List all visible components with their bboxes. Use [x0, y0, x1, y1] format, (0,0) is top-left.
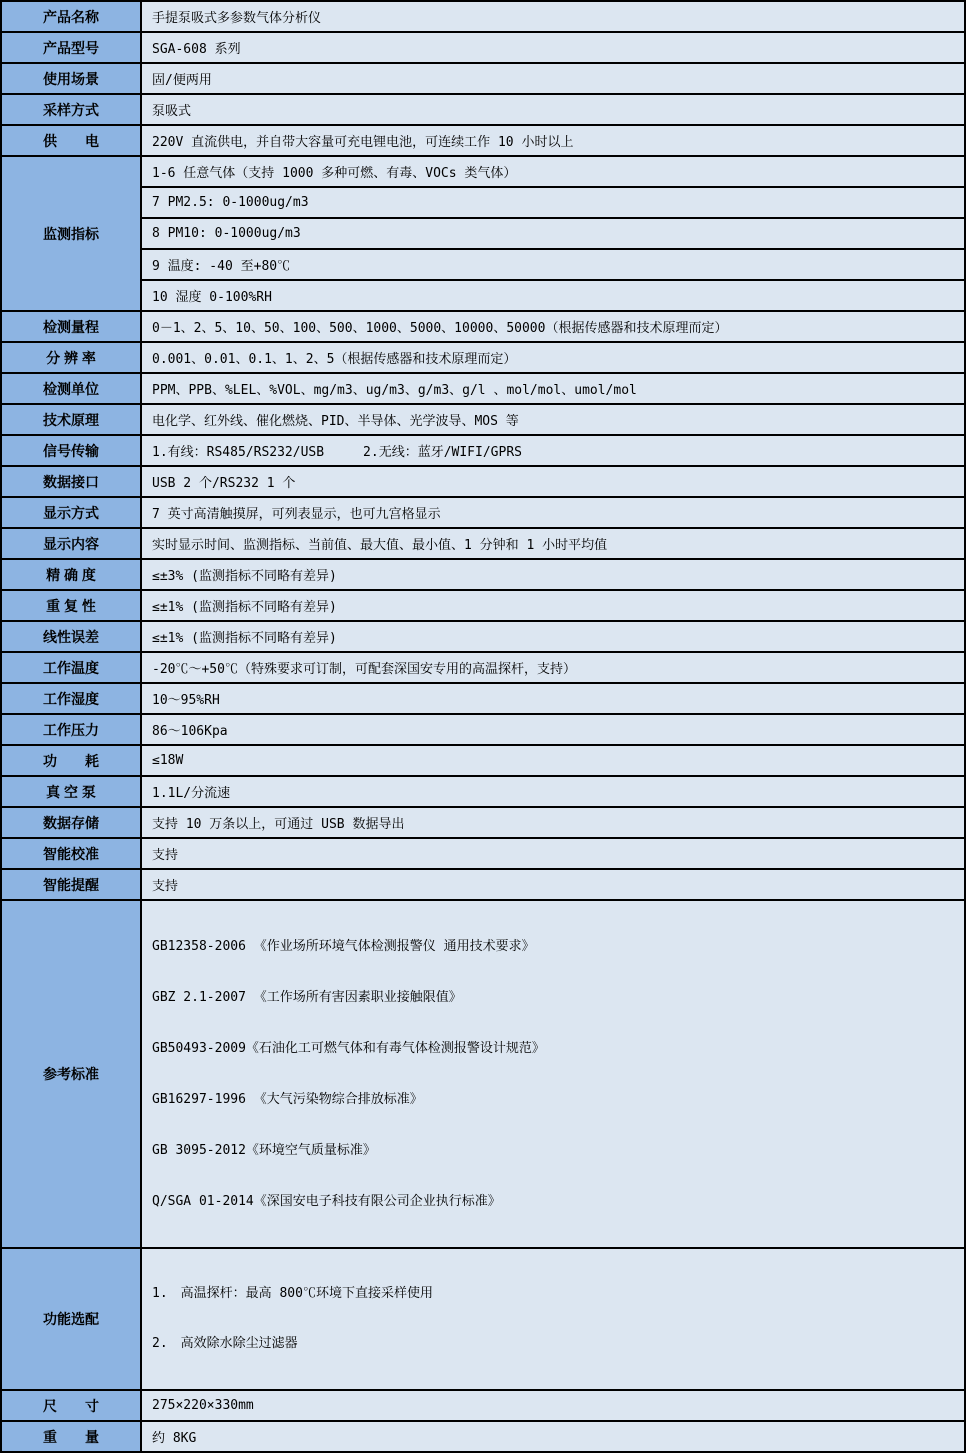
- row-label-resolution: 分 辨 率: [1, 342, 141, 373]
- table-row: [1, 652, 965, 683]
- row-value-product-model: SGA-608 系列: [141, 32, 965, 63]
- table-row: [1, 32, 965, 63]
- row-value-optional-features: [141, 1248, 965, 1390]
- row-value-vacuum-pump: 1.1L/分流速: [141, 776, 965, 807]
- row-value-smart-calibration: 支持: [141, 838, 965, 869]
- row-label-vacuum-pump: 真 空 泵: [1, 776, 141, 807]
- table-row: [1, 683, 965, 714]
- row-value-display-content: 实时显示时间、监测指标、当前值、最大值、最小值、1 分钟和 1 小时平均值: [141, 528, 965, 559]
- row-value-power-supply: 220V 直流供电，并自带大容量可充电锂电池，可连续工作 10 小时以上: [141, 125, 965, 156]
- table-row: [1, 528, 965, 559]
- table-row: [1, 559, 965, 590]
- row-value-reference-standards: [141, 900, 965, 1248]
- standard-line: GBZ 2.1-2007 《工作场所有害因素职业接触限值》: [152, 990, 462, 1005]
- row-label-technical-principle: 技术原理: [1, 404, 141, 435]
- row-label-smart-calibration: 智能校准: [1, 838, 141, 869]
- row-value-resolution: 0.001、0.01、0.1、1、2、5（根据传感器和技术原理而定）: [141, 342, 965, 373]
- table-row: [1, 776, 965, 807]
- table-row: [1, 404, 965, 435]
- row-label-power-consumption: 功 耗: [1, 745, 141, 776]
- table-row: [1, 63, 965, 94]
- monitor-item-pm25: 7 PM2.5: 0-1000ug/m3: [141, 187, 965, 218]
- table-row: [1, 745, 965, 776]
- table-row: [1, 869, 965, 900]
- row-label-working-pressure: 工作压力: [1, 714, 141, 745]
- row-value-sampling-method: 泵吸式: [141, 94, 965, 125]
- row-value-working-temperature: -20℃～+50℃（特殊要求可订制，可配套深国安专用的高温探杆，支持）: [141, 652, 965, 683]
- row-value-repeatability: ≤±1% (监测指标不同略有差异): [141, 590, 965, 621]
- table-row: [1, 1390, 965, 1421]
- row-value-technical-principle: 电化学、红外线、催化燃烧、PID、半导体、光学波导、MOS 等: [141, 404, 965, 435]
- table-row: [1, 187, 965, 218]
- monitor-item-humidity: 10 湿度 0-100%RH: [141, 280, 965, 311]
- row-label-working-humidity: 工作湿度: [1, 683, 141, 714]
- table-row: [1, 1421, 965, 1452]
- row-value-display-mode: 7 英寸高清触摸屏，可列表显示，也可九宫格显示: [141, 497, 965, 528]
- spec-table-body: [1, 1, 965, 1452]
- standard-line: Q/SGA 01-2014《深国安电子科技有限公司企业执行标准》: [152, 1194, 501, 1209]
- monitor-item-temperature: 9 温度: -40 至+80℃: [141, 249, 965, 280]
- standard-line: GB12358-2006 《作业场所环境气体检测报警仪 通用技术要求》: [152, 939, 535, 954]
- table-row: [1, 1, 965, 32]
- monitor-item-pm10: 8 PM10: 0-1000ug/m3: [141, 218, 965, 249]
- row-label-usage-scenario: 使用场景: [1, 63, 141, 94]
- row-label-working-temperature: 工作温度: [1, 652, 141, 683]
- table-row: [1, 280, 965, 311]
- table-row: [1, 1248, 965, 1390]
- table-row: [1, 156, 965, 187]
- row-label-display-mode: 显示方式: [1, 497, 141, 528]
- option-line: 2. 高效除水除尘过滤器: [152, 1336, 298, 1351]
- table-row: [1, 435, 965, 466]
- table-row: [1, 125, 965, 156]
- standard-line: GB16297-1996 《大气污染物综合排放标准》: [152, 1092, 423, 1107]
- row-value-data-storage: 支持 10 万条以上，可通过 USB 数据导出: [141, 807, 965, 838]
- row-value-dimensions: 275×220×330mm: [141, 1390, 965, 1421]
- row-value-working-pressure: 86～106Kpa: [141, 714, 965, 745]
- row-label-detection-unit: 检测单位: [1, 373, 141, 404]
- row-value-accuracy: ≤±3% (监测指标不同略有差异): [141, 559, 965, 590]
- row-label-weight: 重 量: [1, 1421, 141, 1452]
- row-label-repeatability: 重 复 性: [1, 590, 141, 621]
- option-line: 1. 高温探杆：最高 800℃环境下直接采样使用: [152, 1286, 433, 1301]
- table-row: [1, 311, 965, 342]
- table-row: [1, 497, 965, 528]
- row-label-product-name: 产品名称: [1, 1, 141, 32]
- table-row: [1, 94, 965, 125]
- table-row: [1, 900, 965, 1248]
- table-row: [1, 466, 965, 497]
- row-label-reference-standards: 参考标准: [1, 900, 141, 1248]
- table-row: [1, 838, 965, 869]
- table-row: [1, 807, 965, 838]
- row-label-accuracy: 精 确 度: [1, 559, 141, 590]
- row-label-data-interface: 数据接口: [1, 466, 141, 497]
- standard-line: GB 3095-2012《环境空气质量标准》: [152, 1143, 376, 1158]
- table-row: [1, 714, 965, 745]
- row-label-data-storage: 数据存储: [1, 807, 141, 838]
- row-label-smart-reminder: 智能提醒: [1, 869, 141, 900]
- row-value-linearity-error: ≤±1% (监测指标不同略有差异): [141, 621, 965, 652]
- table-row: [1, 590, 965, 621]
- row-value-signal-transmission: 1.有线：RS485/RS232/USB 2.无线：蓝牙/WIFI/GPRS: [141, 435, 965, 466]
- standard-line: GB50493-2009《石油化工可燃气体和有毒气体检测报警设计规范》: [152, 1041, 545, 1056]
- row-label-power-supply: 供 电: [1, 125, 141, 156]
- row-value-usage-scenario: 固/便两用: [141, 63, 965, 94]
- row-value-product-name: 手提泵吸式多参数气体分析仪: [141, 1, 965, 32]
- row-value-working-humidity: 10～95%RH: [141, 683, 965, 714]
- row-value-data-interface: USB 2 个/RS232 1 个: [141, 466, 965, 497]
- row-label-product-model: 产品型号: [1, 32, 141, 63]
- row-value-power-consumption: ≤18W: [141, 745, 965, 776]
- row-value-detection-unit: PPM、PPB、%LEL、%VOL、mg/m3、ug/m3、g/m3、g/l 、mol/mol、umol/mol: [141, 373, 965, 404]
- row-label-display-content: 显示内容: [1, 528, 141, 559]
- row-value-detection-range: 0－1、2、5、10、50、100、500、1000、5000、10000、50000（根据传感器和技术原理而定）: [141, 311, 965, 342]
- monitor-item-gases: 1-6 任意气体（支持 1000 多种可燃、有毒、VOCs 类气体）: [141, 156, 965, 187]
- table-row: [1, 342, 965, 373]
- row-label-monitoring-indicators: 监测指标: [1, 156, 141, 311]
- table-row: [1, 373, 965, 404]
- row-value-smart-reminder: 支持: [141, 869, 965, 900]
- table-row: [1, 249, 965, 280]
- row-label-detection-range: 检测量程: [1, 311, 141, 342]
- row-label-signal-transmission: 信号传输: [1, 435, 141, 466]
- table-row: [1, 218, 965, 249]
- row-value-weight: 约 8KG: [141, 1421, 965, 1452]
- row-label-sampling-method: 采样方式: [1, 94, 141, 125]
- row-label-dimensions: 尺 寸: [1, 1390, 141, 1421]
- row-label-optional-features: 功能选配: [1, 1248, 141, 1390]
- row-label-linearity-error: 线性误差: [1, 621, 141, 652]
- table-row: [1, 621, 965, 652]
